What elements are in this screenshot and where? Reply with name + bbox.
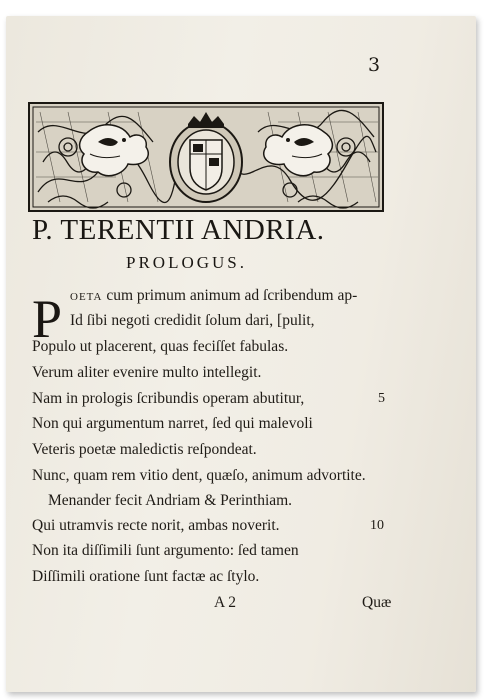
verse-line: Veteris poetæ maledictis reſpondeat.: [32, 441, 257, 458]
signature-mark: A 2: [214, 594, 236, 611]
verse-line: Id ſibi negoti credidit ſolum dari, [pulit,: [70, 312, 315, 329]
verse-line: Qui utramvis recte norit, ambas noverit.: [32, 517, 280, 534]
verse-line: Non ita diſſimili ſunt argumento: ſed tamen: [32, 542, 299, 559]
section-heading: PROLOGUS.: [126, 253, 247, 272]
drop-cap: P: [32, 289, 63, 349]
catchword: Quæ: [362, 594, 392, 611]
book-page: [6, 16, 476, 692]
line-number: 10: [370, 518, 384, 533]
first-word-caps: OETA: [70, 291, 103, 303]
verse-line: Non qui argumentum narret, ſed qui malevoli: [32, 415, 313, 432]
line-number: 5: [378, 391, 385, 406]
page-number: 3: [368, 54, 381, 76]
verse-line: Populo ut placerent, quas feciſſet fabulas.: [32, 338, 289, 355]
verse-line: Verum aliter evenire multo intellegit.: [32, 364, 262, 381]
page-title: P. TERENTII ANDRIA.: [32, 214, 325, 246]
verse-line: OETA cum primum animum ad ſcribendum ap-: [70, 287, 358, 304]
ornament-headpiece: [28, 102, 384, 212]
verse-line: Nunc, quam rem vitio dent, quæſo, animum advortite.: [32, 467, 366, 484]
verse-line: Nam in prologis ſcribundis operam abutitur,: [32, 390, 305, 407]
verse-line: Menander fecit Andriam & Perinthiam.: [48, 492, 293, 509]
verse-line: Diſſimili oratione ſunt factæ ac ſtylo.: [32, 568, 260, 585]
